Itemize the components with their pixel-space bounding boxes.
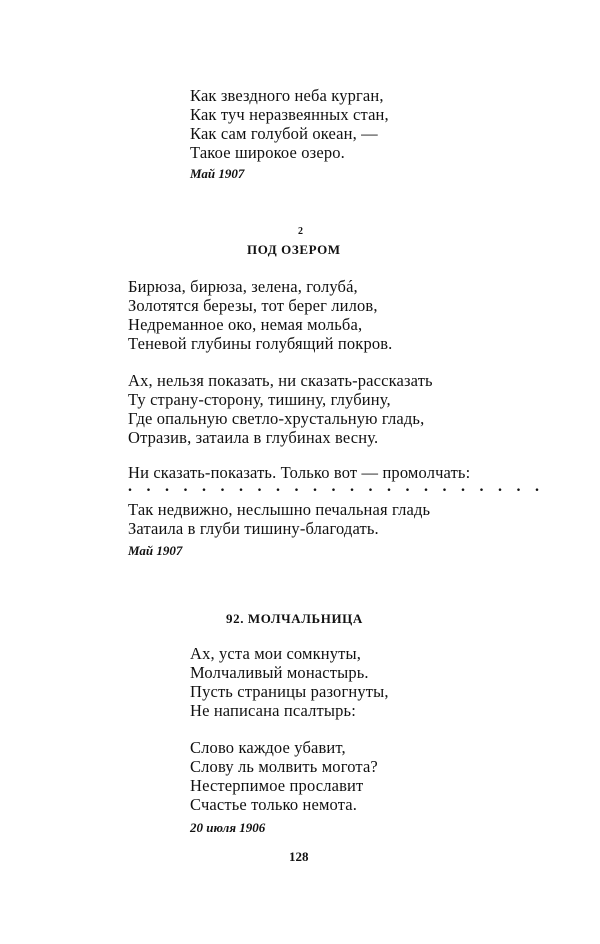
poem3-date: 20 июля 1906 <box>190 820 266 835</box>
poem1-line-2: Как туч неразвеянных стан, <box>190 105 389 124</box>
poem3-s2-line-1: Слово каждое убавит, <box>190 738 346 757</box>
poem2-ellipsis-dots: . . . . . . . . . . . . . . . . . . . . . . . <box>128 478 539 495</box>
poem1-line-1: Как звездного неба курган, <box>190 86 384 105</box>
poem2-s3-line-3: Затаила в глуби тишину-благодать. <box>128 519 379 538</box>
poem2-s3-line-2: Так недвижно, неслышно печальная гладь <box>128 500 431 519</box>
poem1-line-3: Как сам голубой океан, — <box>190 124 378 143</box>
poem3-s2-line-4: Счастье только немота. <box>190 795 358 814</box>
poem2-s2-line-1: Ах, нельзя показать, ни сказать-рассказать <box>128 371 433 390</box>
poem2-s2-line-2: Ту страну-сторону, тишину, глубину, <box>128 390 391 409</box>
poem1-date: Май 1907 <box>190 166 245 181</box>
poem2-s2-line-3: Где опальную светло-хрустальную гладь, <box>128 409 425 428</box>
poem2-s1-line-3: Недреманное око, немая мольба, <box>128 315 363 334</box>
poem2-section-number: 2 <box>298 226 303 237</box>
poem2-s2-line-4: Отразив, затаила в глубинах весну. <box>128 428 379 447</box>
poem3-s1-line-1: Ах, уста мои сомкнуты, <box>190 644 362 663</box>
poem2-date: Май 1907 <box>128 543 183 558</box>
poem2-s1-line-2: Золотятся березы, тот берег лилов, <box>128 296 378 315</box>
poem2-s1-line-4: Теневой глубины голубящий покров. <box>128 334 393 353</box>
poem3-s1-line-2: Молчаливый монастырь. <box>190 663 369 682</box>
poem1-line-4: Такое широкое озеро. <box>190 143 345 162</box>
poem3-title: 92. МОЛЧАЛЬНИЦА <box>226 611 363 626</box>
poem3-s1-line-3: Пусть страницы разогнуты, <box>190 682 389 701</box>
poem3-s2-line-2: Слову ль молвить могота? <box>190 757 378 776</box>
poem2-s3-line-1: Ни сказать-показать. Только вот — промолчать: <box>128 463 471 482</box>
poem2-s1-line-1: Бирюза, бирюза, зелена, голубá, <box>128 277 358 296</box>
poem2-title: ПОД ОЗЕРОМ <box>247 242 341 257</box>
poem3-s1-line-4: Не написана псалтырь: <box>190 701 356 720</box>
page-number: 128 <box>289 849 309 864</box>
poem3-s2-line-3: Нестерпимое прославит <box>190 776 364 795</box>
